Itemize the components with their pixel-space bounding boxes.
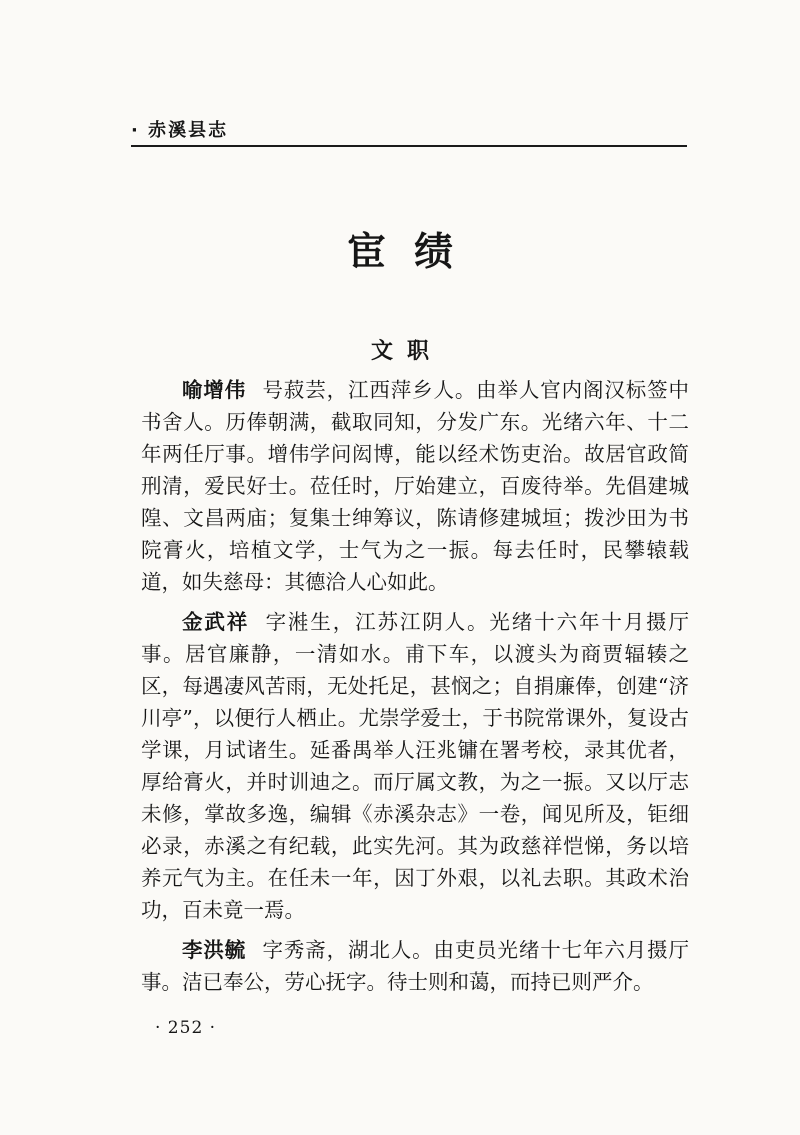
- biography-text: 字溎生，江苏江阴人。光绪十六年十月摄厅事。居官廉静，一清如水。甫下车，以渡头为商贾辐辏之区，每遇凄风苦雨，无处托足，甚悯之；自捐廉俸，创建“济川亭”，以便行人栖止。尤崇学爱士，于书院常课外，复设古学课，月试诸生。延番禺举人汪兆镛在署考校，录其优者，厚给膏火，并时训迪之。而厅属文教，为之一振。又以厅志未修，掌故多逸，编辑《赤溪杂志》一卷，闻见所及，钜细必录，赤溪之有纪载，此实先河。其为政慈祥恺悌，务以培养元气为主。在任未一年，因丁外艰，以礼去职。其政术治功，百未竟一焉。: [141, 610, 690, 922]
- body-text: [141, 374, 689, 998]
- header-title: · 赤溪县志: [131, 120, 229, 141]
- running-header: [131, 118, 691, 146]
- person-name: 喻增伟: [182, 378, 247, 402]
- biography-entry: [141, 934, 689, 998]
- person-name: 金武祥: [182, 610, 250, 634]
- biography-entry: [141, 374, 689, 598]
- biography-text: 字秀斋，湖北人。由吏员光绪十七年六月摄厅事。洁已奉公，劳心抚字。待士则和蔼，而持已则严介。: [141, 938, 690, 994]
- biography-text: 号菽芸，江西萍乡人。由举人官内阁汉标签中书舍人。历俸朝满，截取同知，分发广东。光绪六年、十二年两任厅事。增伟学问闳博，能以经术饬吏治。故居官政简刑清，爱民好士。莅任时，厅始建立，百废待举。先倡建城隍、文昌两庙；复集士绅筹议，陈请修建城垣；拨沙田为书院膏火，培植文学，士气为之一振。每去任时，民攀辕载道，如失慈母：其德洽人心如此。: [141, 378, 690, 594]
- biography-entry: [141, 606, 689, 926]
- section-title: 宦绩: [346, 230, 481, 275]
- subsection-title: 文职: [370, 339, 443, 364]
- page-number: · 252 ·: [155, 1018, 217, 1038]
- person-name: 李洪毓: [182, 938, 247, 962]
- header-rule: [131, 145, 687, 147]
